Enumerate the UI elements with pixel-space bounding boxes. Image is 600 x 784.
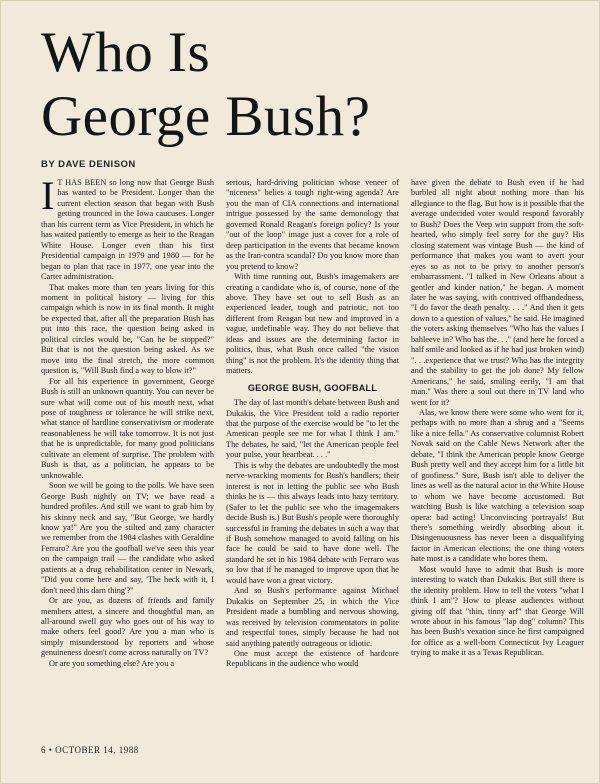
paragraph: This is why the debates are undoubtedly the most nerve-wracking moments for Bush's handlers; their interest is not in letting the public see who Bush thinks he is — this always leads into hazy territory. (Safer to let the public see who the imagemakers decide Bush is.) But Bush's people were thoroughly successful in framing the debates in such a way that if Bush somehow managed to avoid falling on his face he could be said to have done well. The standard he set in his 1984 debate with Ferraro was so low that if he managed to improve upon that he would have won a great victory.: [226, 460, 399, 585]
paragraph: That makes more than ten years living for this moment in political history — living for this campaign which is now in its final month. It might be expected that, after all the preparation Bush has put into this race, the question being asked in political circles would be, "Can he be stopped?" But that is not the question being asked. As we move into the final stretch, the more common question is, "Will Bush find a way to blow it?": [41, 282, 214, 376]
column-1: [41, 173, 214, 670]
paragraph: Most would have to admit that Bush is more interesting to watch than Dukakis. But still there is the identity problem. How to tell the voters "what I think I am"? How to please audiences without giving off that "thin, tinny arf" that George Will wrote about in his famous "lap dog" column? This has been Bush's vexation since he first campaigned for office as a well-born Connecticut Ivy Leaguer trying to make it as a Texas Republican.: [411, 564, 584, 658]
paragraph: Soon we will be going to the polls. We have seen George Bush nightly on TV; we have read a hundred profiles. And still we want to grab him by his skinny neck and say, "But George, we hardly know ya!" Are you the stilted and zany character we remember from the 1984 clashes with Geraldine Ferraro? Are you the goofball we've seen this year on the campaign trail — the candidate who asked patients at a drug rehabilitation center in Newark, "Did you come here and say, 'The heck with it, I don't need this darn thing'?": [41, 481, 214, 595]
headline-line-1: Who Is: [41, 21, 211, 84]
paragraph: serious, hard-driving politician whose veneer of "niceness" belies a tough right-wing agenda? Are you the man of CIA connections and international intrigue possessed by the same demonology that governed Ronald Reagan's foreign policy? Is your "out of the loop" image just a cover for a role of deep participation in the events that became known as the Iran-contra scandal? Do you know more than you pretend to know?: [226, 178, 399, 271]
paragraph: And so Bush's performance against Michael Dukakis on September 25, in which the Vice President made a bumbling and nervous showing, was received by television commentators in polite and respectful tones, simply because he had not said anything patently outrageous or idiotic.: [226, 586, 399, 648]
drop-cap: I: [41, 173, 55, 218]
article-body: [41, 173, 586, 670]
paragraph: With time running out, Bush's imagemakers are creating a candidate who is, of course, none of the above. They have set out to sell Bush as an experienced leader, tough and patriotic, not too different from Reagan but new and improved in a vague, undefinable way. They do not believe that ideas and issues are the determining factor in politics, thus, what Bush once called "the vision thing" is not the problem. It's the identity thing that matters.: [226, 272, 399, 376]
paragraph: One must accept the existence of hardcore Republicans in the audience who would: [226, 648, 399, 669]
column-3: [411, 178, 584, 670]
section-subhead: GEORGE BUSH, GOOFBALL: [247, 382, 378, 393]
page-footer: 6 • OCTOBER 14, 1988: [41, 745, 139, 755]
headline-line-2: George Bush?: [41, 85, 371, 148]
paragraph: The day of last month's debate between Bush and Dukakis, the Vice President told a radio reporter that the purpose of the exercise would be "to let the American people see me for what I think I am." The debates, he said, "let the American people feel your pulse, your heartbeat. . . .": [226, 398, 399, 460]
headline: [41, 21, 581, 149]
paragraph: For all his experience in government, George Bush is still an unknown quantity. You can never be sure what will come out of his mouth next, what pose of toughness or tolerance he will strike next, what stance of hardline conservativism or moderate reasonableness he will take tomorrow. It is not just that he is unpredictable, for many good politicians cultivate an element of surprise. The problem with Bush is that, as a politician, he appears to be unknowable.: [41, 376, 214, 480]
paragraph: have given the debate to Bush even if he had burbled all night about nothing more than his allegiance to the flag. But how is it possible that the average undecided voter would respond favorably to Bush? Does the Veep win support from the soft-hearted, who simply feel sorry for the guy? His closing statement was vintage Bush — the kind of performance that makes you want to avert your eyes so as not to be privy to another person's embarrassment. "I talked in New Orleans about a gentler and kinder nation," he began. A moment later he was saying, with contrived offhandedness, "I do favor the death penalty. . . ." And then it gets down to a question of values," he said. He imagined the voters asking themselves "Who has the values I bahleeve in? Who has the. . ." (and here he forced a half smile and looked as if he had just broken wind) ". . .experience that we trust? Who has the integrity and the stability to get the job done? My fellow Americans," he said, smiling eerily, "I am that man." Was there a soul out there in TV land who went for it?: [411, 178, 584, 407]
paragraph: Or are you something else? Are you a: [49, 658, 175, 668]
byline: BY DAVE DENISON: [41, 159, 136, 170]
paragraph: I T HAS BEEN so long now that George Bush has wanted to be President. Longer than the current election season that began with Bush getting trounced in the Iowa caucuses. Longer than his current term as Vice President, in which he has waited patiently to emerge as heir to the Reagan White House. Longer even than his first Presidential campaign in 1979 and 1980 — for he began to plan that race in 1977, one year into the Carter administration.: [41, 173, 214, 282]
paragraph: Or are you, as dozens of friends and family members attest, a sincere and thoughtful man, an all-around swell guy who goes out of his way to make others feel good? Are you a man who is simply misunderstood by reporters and whose genuineness doesn't come across naturally on TV?: [41, 596, 214, 658]
paragraph: Alas, we know there were some who went for it, perhaps with no more than a shrug and a "Seems like a nice fella." As conservative columnist Robert Novak said on the Cable News Network after the debate, "I think the American people know George Bush pretty well and they accept him for a little bit of goofiness." Sure, Bush isn't able to deliver the lines as well as the natural actor in the White House to whom we have become accustomed. But watching Bush is like watching a television soap opera: bad acting! Unconvincing portrayals! But there's something weirdly absorbing about it. Disingenuousness has never been a disqualifying factor in American elections; the one thing voters hate most is a candidate who bores them.: [411, 407, 584, 564]
column-2: [226, 178, 399, 670]
